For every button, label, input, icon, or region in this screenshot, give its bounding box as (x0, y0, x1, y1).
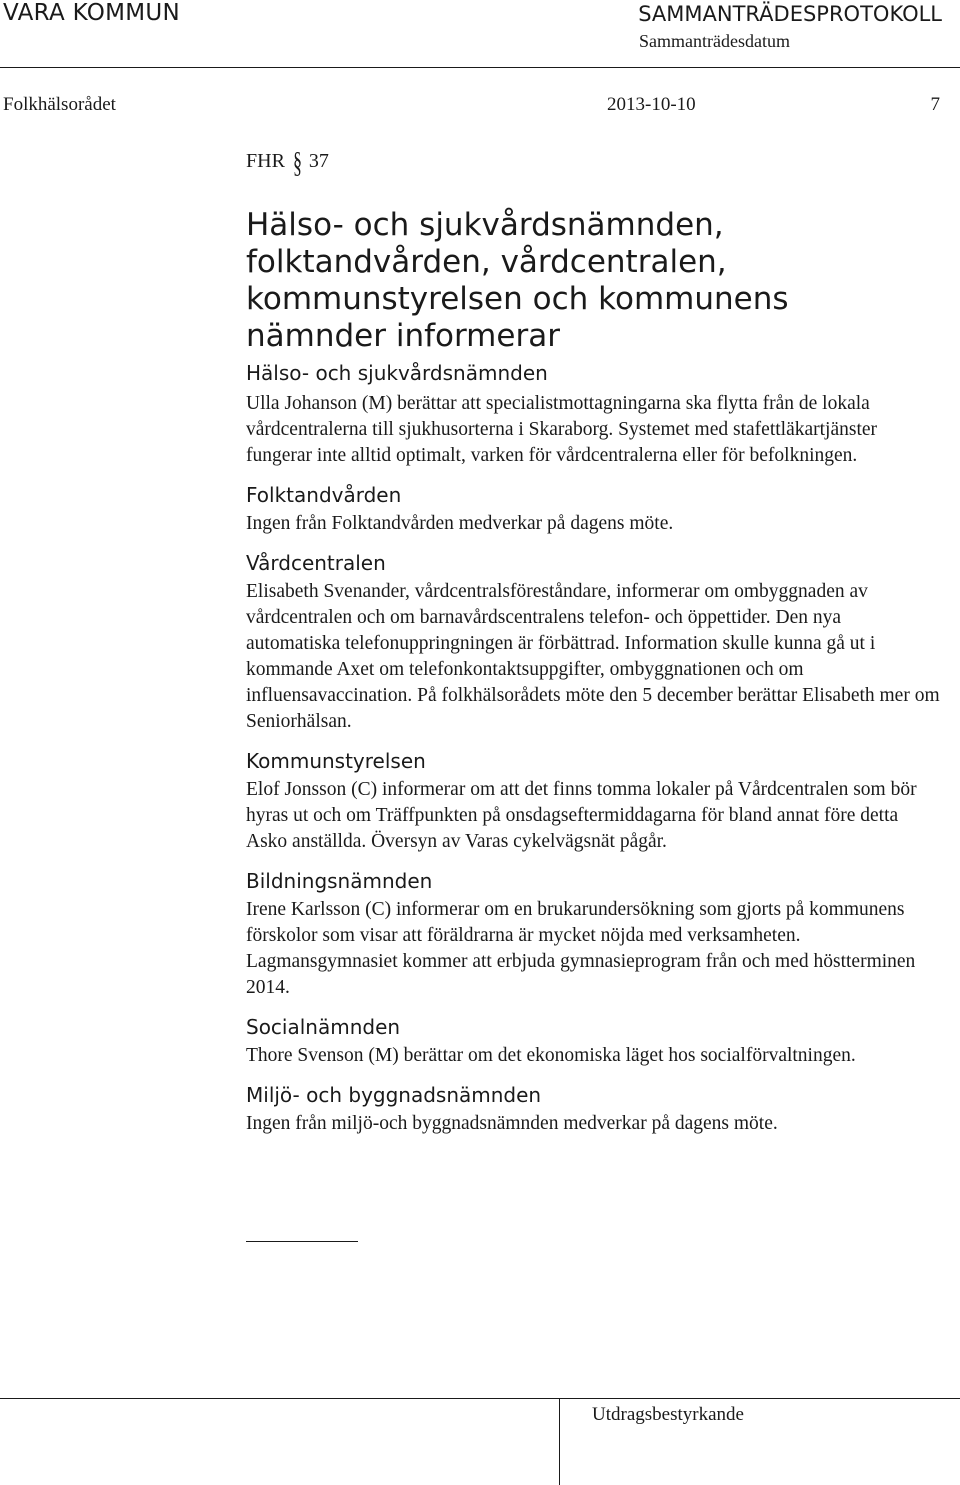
section-text: Irene Karlsson (C) informerar om en brukarundersökning som gjorts på kommunens förskolor som visar att föräldrarna är mycket nöjda med verksamheten. Lagmansgymnasiet kommer att erbjuda gymnasieprogram från och med höstterminen 2014. (246, 899, 916, 998)
section-text: Elof Jonsson (C) informerar om att det finns tomma lokaler på Vårdcentralen som bör hyras ut och om Träffpunkten på onsdagseftermiddagarna för bland annat före detta Asko anställda. Översyn av Varas cykelvägsnät pågår. (246, 779, 917, 852)
end-of-item-rule (246, 1241, 358, 1242)
section-heading: Kommunstyrelsen (246, 749, 426, 773)
section-heading: Miljö- och byggnadsnämnden (246, 1083, 542, 1107)
section-heading: Folktandvården (246, 483, 402, 507)
municipality-name: VARA KOMMUN (3, 0, 181, 26)
meeting-date-label: Sammanträdesdatum (639, 31, 790, 51)
meeting-date: 2013-10-10 (607, 94, 696, 115)
footer-divider (0, 1398, 960, 1399)
section-bildningsnamnden (246, 865, 940, 1001)
section-text: Ingen från Folktandvården medverkar på dagens möte. (246, 513, 674, 534)
section-miljo-och-byggnadsnamnden (246, 1079, 940, 1137)
section-heading: Hälso- och sjukvårdsnämnden (246, 361, 548, 385)
section-halso-och-sjukvardsnamnden (246, 357, 940, 469)
item-title: Hälso- och sjukvårdsnämnden, folktandvården, vårdcentralen, kommunstyrelsen och kommunens nämnder informerar (246, 207, 789, 354)
footer-column-divider (559, 1398, 560, 1485)
section-vardcentralen (246, 547, 940, 735)
section-text: Thore Svenson (M) berättar om det ekonomiska läget hos socialförvaltningen. (246, 1045, 856, 1066)
section-socialnamnden (246, 1011, 940, 1069)
section-folktandvarden (246, 479, 940, 537)
certification-label: Utdragsbestyrkande (592, 1404, 744, 1425)
section-heading: Bildningsnämnden (246, 869, 433, 893)
section-text: Ulla Johanson (M) berättar att specialistmottagningarna ska flytta från de lokala vårdcentralerna till sjukhusorterna i Skaraborg. Systemet med stafettläkartjänster fungerar inte alltid optimalt, varken för vårdcentralerna eller för befolkningen. (246, 393, 878, 466)
paragraph-prefix: FHR (246, 150, 285, 172)
document-type: SAMMANTRÄDESPROTOKOLL (638, 2, 942, 26)
paragraph-number-value: 37 (308, 150, 329, 172)
section-text: Ingen från miljö-och byggnadsnämnden medverkar på dagens möte. (246, 1113, 778, 1134)
organ-name: Folkhälsorådet (3, 94, 116, 115)
item-content (246, 357, 940, 1147)
page-number: 7 (930, 94, 940, 115)
section-symbol: § (292, 146, 302, 179)
section-kommunstyrelsen (246, 745, 940, 855)
section-text: Elisabeth Svenander, vårdcentralsföreståndare, informerar om ombyggnaden av vårdcentralen och om barnavårdscentralens telefon- och öppettider. Den nya automatiska telefonuppringningen är förbättrad. Information skulle kunna gå ut i kommande Axet om telefonkontaktsuppgifter, ombyggnationen och om influensavaccination. På folkhälsorådets möte den 5 december berättar Elisabeth mer om Seniorhälsan. (246, 581, 940, 732)
section-heading: Socialnämnden (246, 1015, 401, 1039)
paragraph-number (246, 146, 329, 180)
header-divider (0, 67, 960, 68)
section-heading: Vårdcentralen (246, 551, 386, 575)
